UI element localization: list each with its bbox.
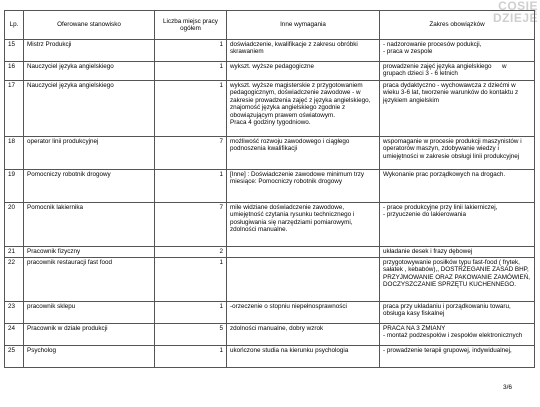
table-row bbox=[5, 170, 535, 203]
table-row bbox=[5, 203, 535, 247]
row-requirements: wykszt. wyższe magisterskie z przygotowaniem pedagogicznym, doświadczenie zawodowe - w zakresie prowadzenia zajęć z języka angielskiego, znajomość języka angielskiego zgodnie z obowiązującym prawem oświatowym. Praca 4 godziny tygodniowo. bbox=[227, 81, 380, 137]
header-lp: Lp. bbox=[5, 11, 24, 40]
header-count: Liczba miejsc pracy ogółem bbox=[155, 11, 227, 40]
row-position: Pracownik fizyczny bbox=[24, 247, 155, 258]
page-number: 3/6 bbox=[502, 384, 512, 391]
header-duties: Zakres obowiązków bbox=[380, 11, 535, 40]
table-row bbox=[5, 247, 535, 258]
table-header-row bbox=[5, 11, 535, 40]
watermark-line-1: COSIĘ bbox=[498, 0, 538, 13]
row-duties: Wykonanie prac porządkowych na drogach. bbox=[380, 170, 535, 203]
row-duties: - prace produkcyjne przy linii lakierniczej, - przyuczenie do lakierowania bbox=[380, 203, 535, 247]
row-count: 7 bbox=[155, 203, 227, 247]
row-duties: prowadzenie zajęć języka angielskiego w grupach dzieci 3 - 6 letnich bbox=[380, 62, 535, 81]
table-row bbox=[5, 324, 535, 346]
row-count: 1 bbox=[155, 40, 227, 62]
row-requirements: ukończone studia na kierunku psychologia bbox=[227, 346, 380, 368]
row-count: 1 bbox=[155, 170, 227, 203]
row-position: Psycholog bbox=[24, 346, 155, 368]
row-lp: 20 bbox=[5, 203, 24, 247]
table-row bbox=[5, 40, 535, 62]
row-position: Mistrz Produkcji bbox=[24, 40, 155, 62]
row-duties: wspomaganie w procesie produkcji maszynistów i operatorów maszyn, zdobywanie wiedzy i umiejętności w zakresie obsługi linii produkcyjnej bbox=[380, 137, 535, 170]
row-lp: 18 bbox=[5, 137, 24, 170]
row-lp: 24 bbox=[5, 324, 24, 346]
job-offers-table bbox=[4, 10, 535, 368]
row-duties: przygotowywanie posiłków typu fast-food ( frytek, sałatek , kebabów),, DOSTRZEGANIE ZASAD BHP, PRZYJMOWANIE ORAZ PAKOWANIE ZAMÓWIEŃ, DOCZYSZCZANIE SPRZĘTU KUCHENNEGO. bbox=[380, 258, 535, 302]
row-lp: 21 bbox=[5, 247, 24, 258]
row-requirements bbox=[227, 258, 380, 302]
table-row bbox=[5, 137, 535, 170]
row-duties: układanie desek i frazy dębowej bbox=[380, 247, 535, 258]
row-requirements: zdolności manualne, dobry wzrok bbox=[227, 324, 380, 346]
row-duties: PRACA NA 3 ZMIANY - montaż podzespołów i zespołów elektronicznych bbox=[380, 324, 535, 346]
row-position: Pomocnik lakiernika bbox=[24, 203, 155, 247]
row-lp: 16 bbox=[5, 62, 24, 81]
row-requirements: -orzeczenie o stopniu niepełnosprawności bbox=[227, 302, 380, 324]
row-lp: 22 bbox=[5, 258, 24, 302]
table-row bbox=[5, 346, 535, 368]
table-row bbox=[5, 62, 535, 81]
table-row bbox=[5, 81, 535, 137]
row-count: 1 bbox=[155, 258, 227, 302]
row-position: Nauczyciel języka angielskiego bbox=[24, 81, 155, 137]
row-requirements: możliwość rozwoju zawodowego i ciągłego podnoszenia kwalifikacji bbox=[227, 137, 380, 170]
row-count: 5 bbox=[155, 324, 227, 346]
row-count: 1 bbox=[155, 346, 227, 368]
table-row bbox=[5, 302, 535, 324]
row-position: pracownik sklepu bbox=[24, 302, 155, 324]
row-count: 1 bbox=[155, 62, 227, 81]
header-position: Oferowane stanowisko bbox=[24, 11, 155, 40]
row-duties: - prowadzenie terapii grupowej, indywidualnej, bbox=[380, 346, 535, 368]
header-requirements: Inne wymagania bbox=[227, 11, 380, 40]
row-duties: praca dydaktyczno - wychowawcza z dziećmi w wieku 3-6 lat, tworzenie warunków do kontaktu z językiem angielskim bbox=[380, 81, 535, 137]
row-duties: praca przy układaniu i porządkowaniu towaru, obsługa kasy fiskalnej bbox=[380, 302, 535, 324]
row-lp: 23 bbox=[5, 302, 24, 324]
row-requirements: mile widziane doświadczenie zawodowe, umiejętność czytania rysunku technicznego i posługiwania się narzędziami pomiarowymi, zdolności manualne. bbox=[227, 203, 380, 247]
row-requirements: [Inne] : Doświadczenie zawodowe minimum trzy miesiące: Pomocniczy robotnik drogowy bbox=[227, 170, 380, 203]
row-count: 7 bbox=[155, 137, 227, 170]
row-lp: 17 bbox=[5, 81, 24, 137]
row-requirements bbox=[227, 247, 380, 258]
row-lp: 15 bbox=[5, 40, 24, 62]
row-position: Pomocniczy robotnik drogowy bbox=[24, 170, 155, 203]
row-duties: - nadzorowanie procesów podukcji, - praca w zespole bbox=[380, 40, 535, 62]
row-lp: 19 bbox=[5, 170, 24, 203]
row-count: 1 bbox=[155, 302, 227, 324]
row-count: 2 bbox=[155, 247, 227, 258]
row-requirements: doświadczenie, kwalifikacje z zakresu obróbki skrawaniem bbox=[227, 40, 380, 62]
row-count: 1 bbox=[155, 81, 227, 137]
row-position: operator linii produkcyjnej bbox=[24, 137, 155, 170]
row-lp: 25 bbox=[5, 346, 24, 368]
row-position: pracownik restauracji fast food bbox=[24, 258, 155, 302]
row-position: Pracownik w dziale produkcji bbox=[24, 324, 155, 346]
row-requirements: wykszt. wyższe pedagogiczne bbox=[227, 62, 380, 81]
watermark-line-2: DZIEJE bbox=[492, 11, 538, 25]
table-row bbox=[5, 258, 535, 302]
row-position: Nauczyciel języka angielskiego bbox=[24, 62, 155, 81]
